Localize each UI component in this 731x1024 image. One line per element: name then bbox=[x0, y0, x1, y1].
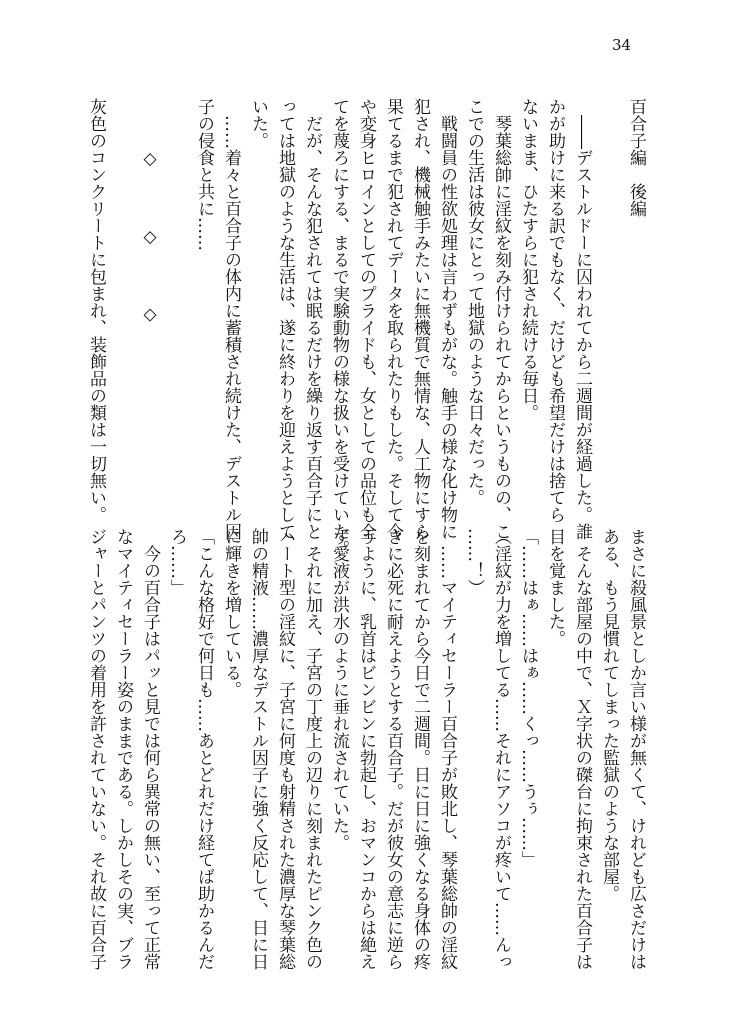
scene-break-diamonds: ◇ ◇ ◇ bbox=[140, 149, 160, 345]
text-line: 果てるまで犯されてデータを取られたりもした。そして今 bbox=[383, 98, 403, 540]
text-line: に輝きを増している。 bbox=[221, 528, 241, 698]
text-line: を刻まれてから今日で二週間。日に日に強くなる身体の疼 bbox=[410, 528, 430, 970]
text-line: ――デストルドーに囚われてから二週間が経過した。誰 bbox=[572, 115, 592, 540]
text-line: ないまま、ひたすらに犯され続ける毎日。 bbox=[518, 98, 538, 421]
dialogue-line: 「……はぁ……はぁ……くっ……うぅ……」 bbox=[518, 528, 538, 868]
text-line: そんな部屋の中で、Ｘ字状の磔台に拘束された百合子は bbox=[572, 545, 592, 970]
text-line: だが、そんな犯されては眠るだけを繰り返す百合子にと bbox=[302, 115, 322, 540]
thought-line: ……！） bbox=[464, 528, 484, 596]
blank-column bbox=[595, 98, 622, 498]
blank-column bbox=[163, 98, 190, 498]
text-line: まさに殺風景としか言い様が無くて、けれども広さだけは bbox=[626, 528, 646, 970]
text-line: きに必死に耐えようとする百合子。だが彼女の意志に逆ら bbox=[383, 528, 403, 970]
text-line: 子の侵食と共に…… bbox=[194, 98, 214, 251]
text-line: てを蔑ろにする、まるで実験動物の様な扱いを受けていた。 bbox=[329, 98, 349, 557]
blank-column bbox=[109, 98, 136, 498]
page-number: 34 bbox=[612, 36, 632, 54]
text-line: ……着々と百合子の体内に蓄積され続けた、デストル因 bbox=[221, 115, 241, 540]
text-line: っては地獄のような生活は、遂に終わりを迎えようとして bbox=[275, 98, 295, 540]
text-line: ず愛液が洪水のように垂れ流されていた。 bbox=[329, 528, 349, 851]
top-text-block bbox=[86, 98, 649, 557]
text-line: 灰色のコンクリートに包まれ、装飾品の類は一切無い。 bbox=[86, 98, 106, 523]
bottom-text-block bbox=[86, 528, 649, 970]
text-line: うように、乳首はビンビンに勃起し、おマンコからは絶え bbox=[356, 528, 376, 970]
dialogue-line: 「こんな格好で何日も……あとどれだけ経てば助かるんだ bbox=[194, 528, 214, 970]
text-line: 帥の精液……濃厚なデストル因子に強く反応して、日に日 bbox=[248, 528, 268, 970]
text-line: 戦闘員の性欲処理は言わずもがな。触手の様な化け物に bbox=[437, 115, 457, 540]
text-line: それに加え、子宮の丁度上の辺りに刻まれたピンク色の bbox=[302, 545, 322, 970]
text-line: こでの生活は彼女にとって地獄のような日々だった。 bbox=[464, 98, 484, 506]
text-line: 目を覚ました。 bbox=[545, 528, 565, 647]
text-line: 犯され、機械触手みたいに無機質で無情な、人工物にすら bbox=[410, 98, 430, 540]
text-line: かが助けに来る訳でもなく、だけども希望だけは捨てら bbox=[545, 98, 565, 523]
text-line: 今の百合子はパッと見では何ら異常の無い、至って正常 bbox=[140, 545, 160, 970]
text-line: ……マイティセーラー百合子が敗北し、琴葉総帥の淫紋 bbox=[437, 545, 457, 970]
text-line: なマイティセーラー姿のままである。しかしその実、ブラ bbox=[113, 528, 133, 970]
dialogue-line: ろ……」 bbox=[167, 528, 187, 596]
text-line: 琴葉総帥に淫紋を刻み付けられてからというものの、こ bbox=[491, 115, 511, 540]
text-line: ジャーとパンツの着用を許されていない。それ故に百合子 bbox=[86, 528, 106, 970]
text-line: ある、もう見慣れてしまった監獄のような部屋。 bbox=[599, 528, 619, 902]
chapter-title: 百合子編 後編 bbox=[626, 98, 646, 217]
text-line: いた。 bbox=[248, 98, 268, 149]
text-line: ハート型の淫紋に、子宮に何度も射精された濃厚な琴葉総 bbox=[275, 528, 295, 970]
text-line: や変身ヒロインとしてのプライドも、女としての品位も全 bbox=[356, 98, 376, 540]
thought-line: （淫紋が力を増してる……それにアソコが疼いて……んっ bbox=[491, 528, 511, 970]
